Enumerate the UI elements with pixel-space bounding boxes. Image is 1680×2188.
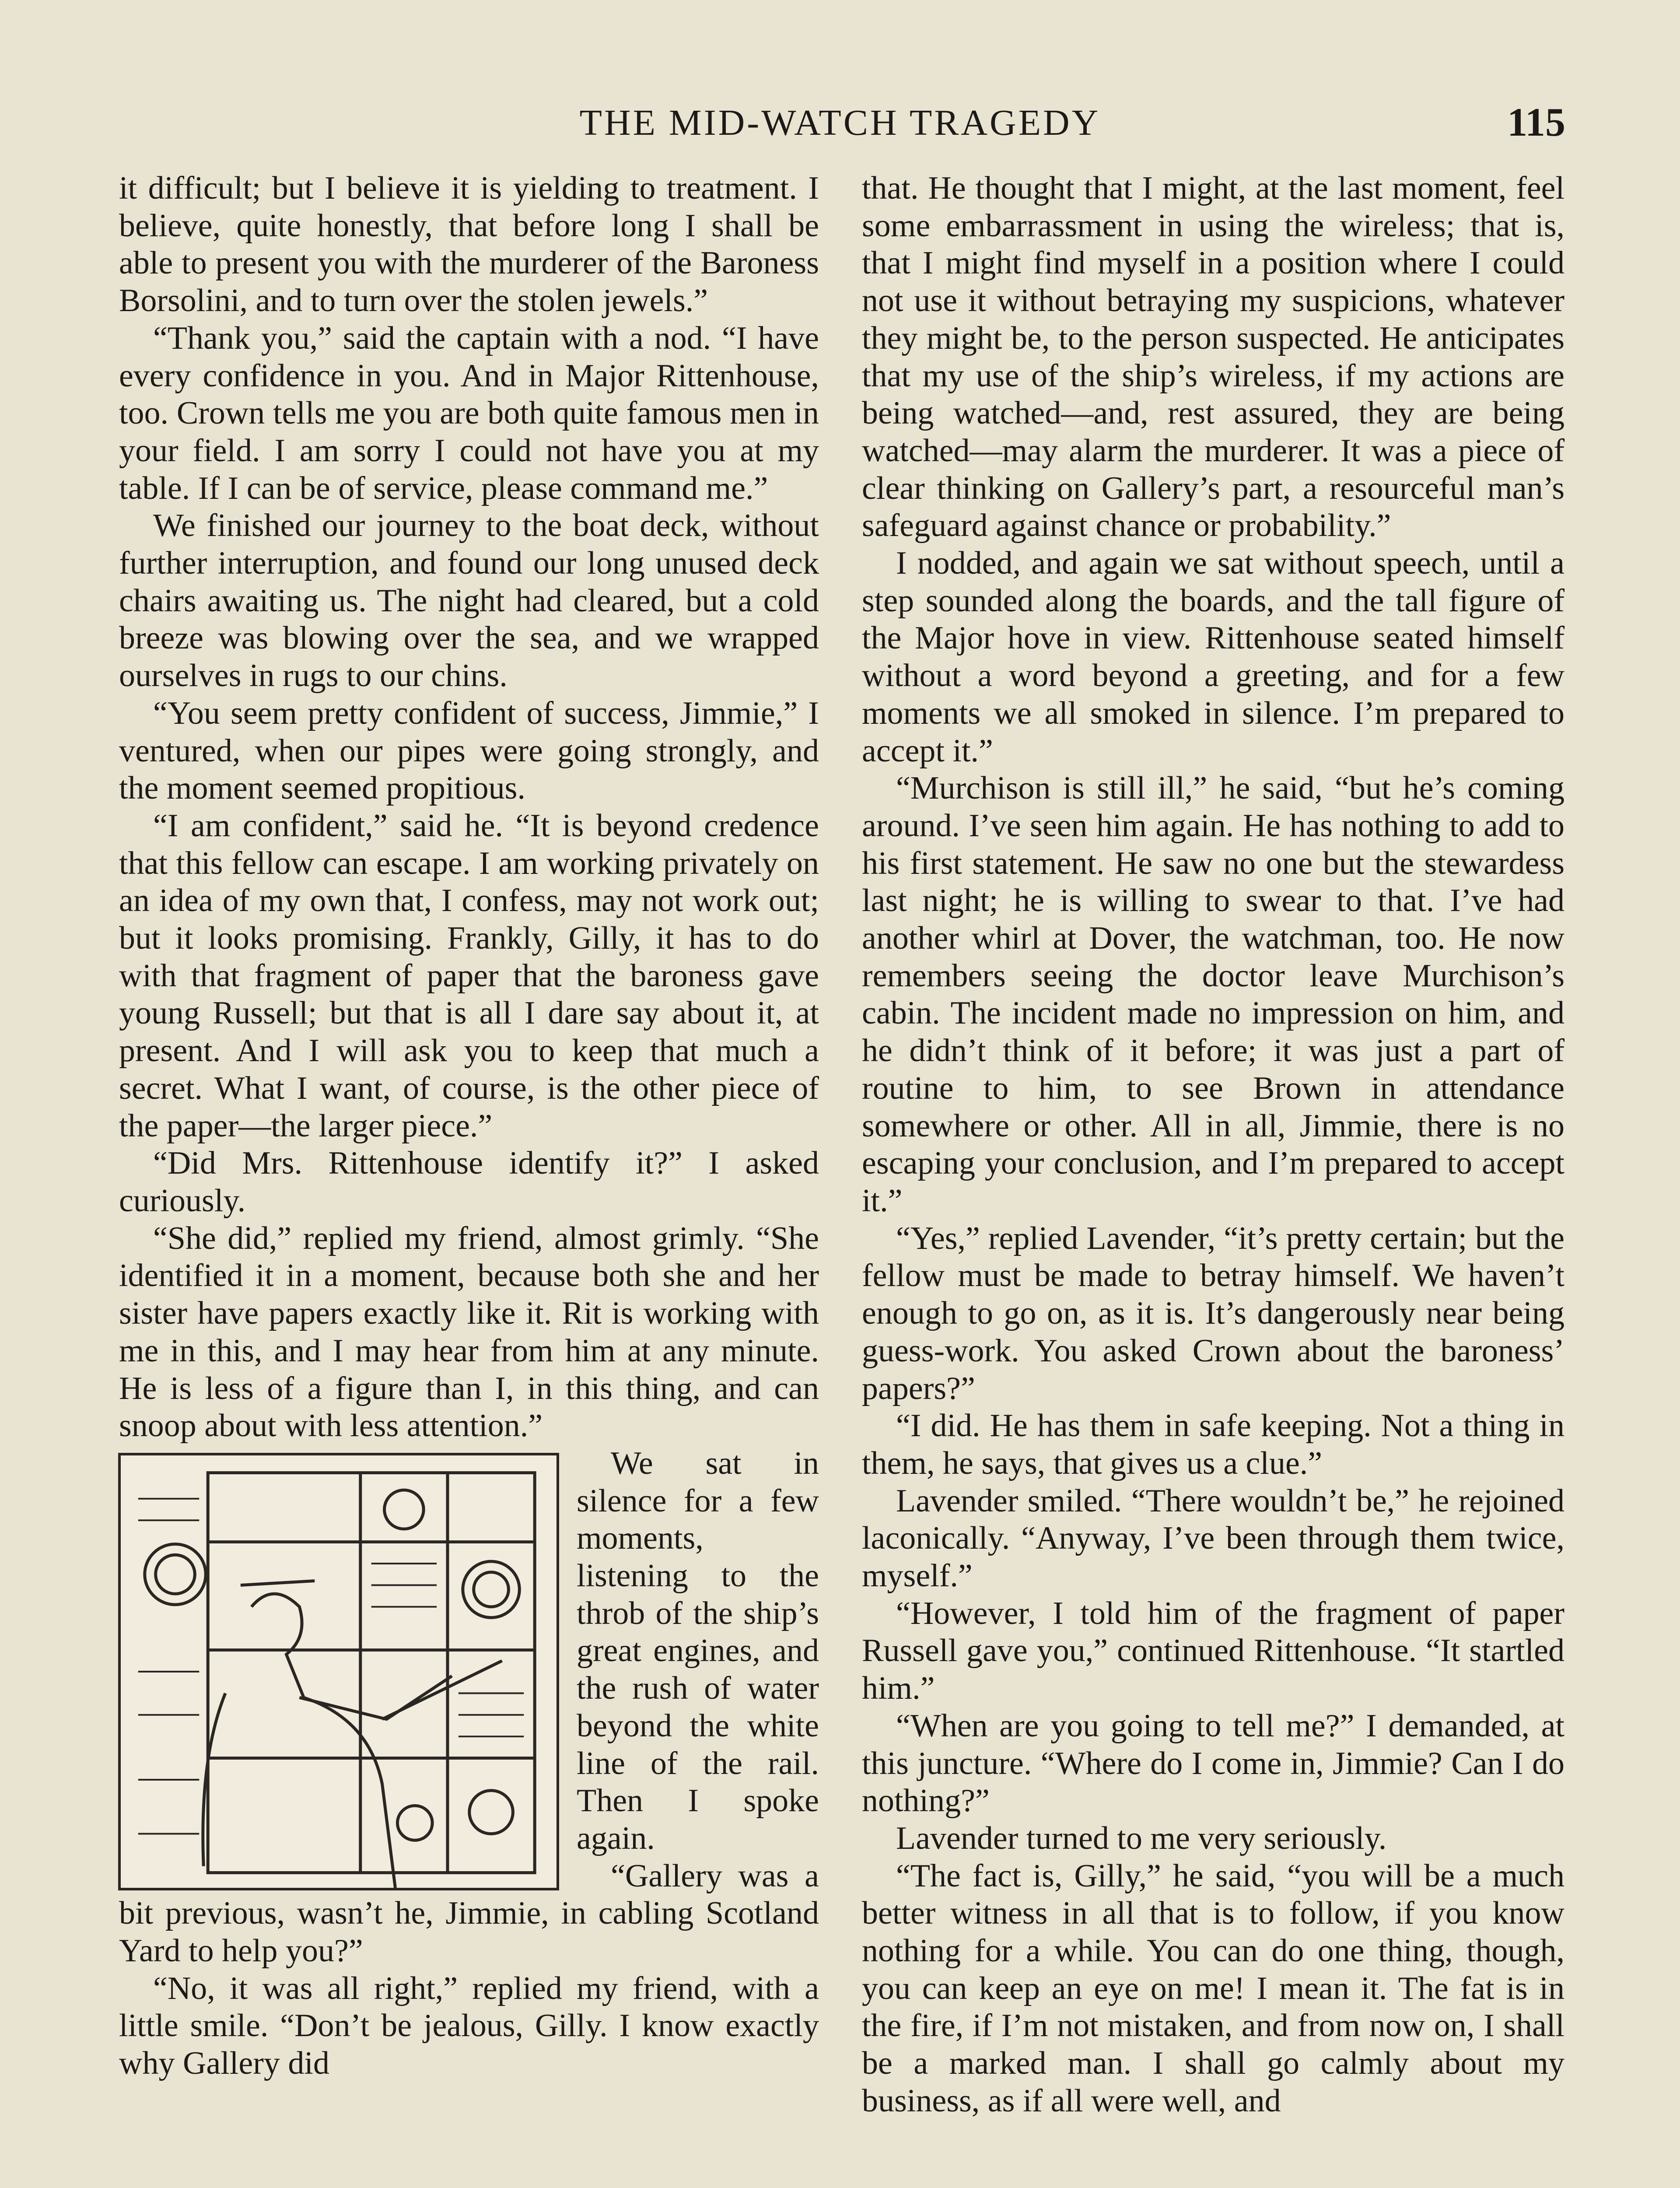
paragraph: “You seem pretty confident of success, Jimmie,” I ventured, when our pipes were going strongly, and the moment seemed propitious. xyxy=(119,695,819,806)
paragraph: “Yes,” replied Lavender, “it’s pretty certain; but the fellow must be made to betray himself. We haven’t enough to go on, as it is. It’s dangerously near being guess-work. You asked Crown about the baroness’ papers?” xyxy=(862,1220,1564,1406)
paragraph: that. He thought that I might, at the last moment, feel some embarrassment in using the wireless; that is, that I might find myself in a position where I could not use it without betraying my suspicions, whatever they might be, to the person suspected. He anticipates that my use of the ship’s wireless, if my actions are being watched—and, rest assured, they are being watched—may alarm the murderer. It was a piece of clear thinking on Gallery’s part, a resourceful man’s safeguard against chance or probability.” xyxy=(862,170,1564,544)
paragraph: “When are you going to tell me?” I demanded, at this juncture. “Where do I come in, Jimmie? Can I do nothing?” xyxy=(862,1708,1564,1819)
right-column xyxy=(862,170,1564,2120)
left-column xyxy=(119,170,819,2083)
paragraph: “The fact is, Gilly,” he said, “you will be a much better witness in all that is to follow, if you know nothing for a while. You can do one thing, though, you can keep an eye on me! I mean it. The fat is in the fire, if I’m not mistaken, and from now on, I shall be a marked man. I shall go calmly about my business, as if all were well, and xyxy=(862,1858,1564,2119)
paragraph: Lavender turned to me very seriously. xyxy=(896,1820,1387,1856)
paragraph: Lavender smiled. “There wouldn’t be,” he rejoined laconically. “Anyway, I’ve been through them twice, myself.” xyxy=(862,1483,1564,1594)
page-header xyxy=(0,102,1680,150)
paragraph: “However, I told him of the fragment of paper Russell gave you,” continued Rittenhouse. “It startled him.” xyxy=(862,1595,1564,1707)
paragraph: “I did. He has them in safe keeping. Not a thing in them, he says, that gives us a clue.” xyxy=(862,1408,1564,1481)
paragraph: “No, it was all right,” replied my friend, with a little smile. “Don’t be jealous, Gilly. I know exactly why Gallery did xyxy=(119,1970,819,2082)
paragraph: “Murchison is still ill,” he said, “but he’s coming around. I’ve seen him again. He has nothing to add to his first statement. He saw no one but the stewardess last night; he is willing to swear to that. I’ve had another whirl at Dover, the watchman, too. He now remembers seeing the doctor leave Murchison’s cabin. The incident made no impression on him, and he didn’t think of it before; it was just a part of routine to him, to see Brown in attendance somewhere or other. All in all, Jimmie, there is no escaping your conclusion, and I’m prepared to accept it.” xyxy=(862,770,1564,1219)
paragraph: We sat in silence for a few moments, listening to the throb of the ship’s great engines, and the rush of water beyond the white line of the rail. Then I spoke again. xyxy=(577,1445,819,1856)
paragraph: it difficult; but I believe it is yielding to treatment. I believe, quite honestly, that before long I shall be able to present you with the murderer of the Baroness Borsolini, and to turn over the stolen jewels.” xyxy=(119,170,819,319)
paragraph: I nodded, and again we sat without speech, until a step sounded along the boards, and the tall figure of the Major hove in view. Rittenhouse seated himself without a word beyond a greeting, and for a few moments we all smoked in silence. I’m prepared to accept it.” xyxy=(862,545,1564,769)
paragraph: “Did Mrs. Rittenhouse identify it?” I asked curiously. xyxy=(119,1145,819,1219)
running-title: THE MID-WATCH TRAGEDY xyxy=(579,102,1101,143)
paragraph: “Thank you,” said the captain with a nod. “I have every confidence in you. And in Major Rittenhouse, too. Crown tells me you are both quite famous men in your field. I am sorry I could not have you at my table. If I can be of service, please command me.” xyxy=(119,320,819,506)
paragraph: We finished our journey to the boat deck, without further interruption, and found our long unused deck chairs awaiting us. The night had cleared, but a cold breeze was blowing over the sea, and we wrapped ourselves in rugs to our chins. xyxy=(119,508,819,694)
engine-room-illustration xyxy=(118,1453,559,1890)
page-number: 115 xyxy=(1507,100,1565,144)
paragraph: “I am confident,” said he. “It is beyond credence that this fellow can escape. I am working privately on an idea of my own that, I confess, may not work out; but it looks promising. Frankly, Gilly, it has to do with that fragment of paper that the baroness gave young Russell; but that is all I dare say about it, at present. And I will ask you to keep that much a secret. What I want, of course, is the other piece of the paper—the larger piece.” xyxy=(119,807,819,1144)
paragraph: “Gallery was a bit previous, wasn’t he, Jimmie, in cabling Scotland Yard to help you?” xyxy=(119,1858,819,1969)
paragraph: “She did,” replied my friend, almost grimly. “She identified it in a moment, because both she and her sister have papers exactly like it. Rit is working with me in this, and I may hear from him at any minute. He is less of a figure than I, in this thing, and can snoop about with less attention.” xyxy=(119,1220,819,1444)
